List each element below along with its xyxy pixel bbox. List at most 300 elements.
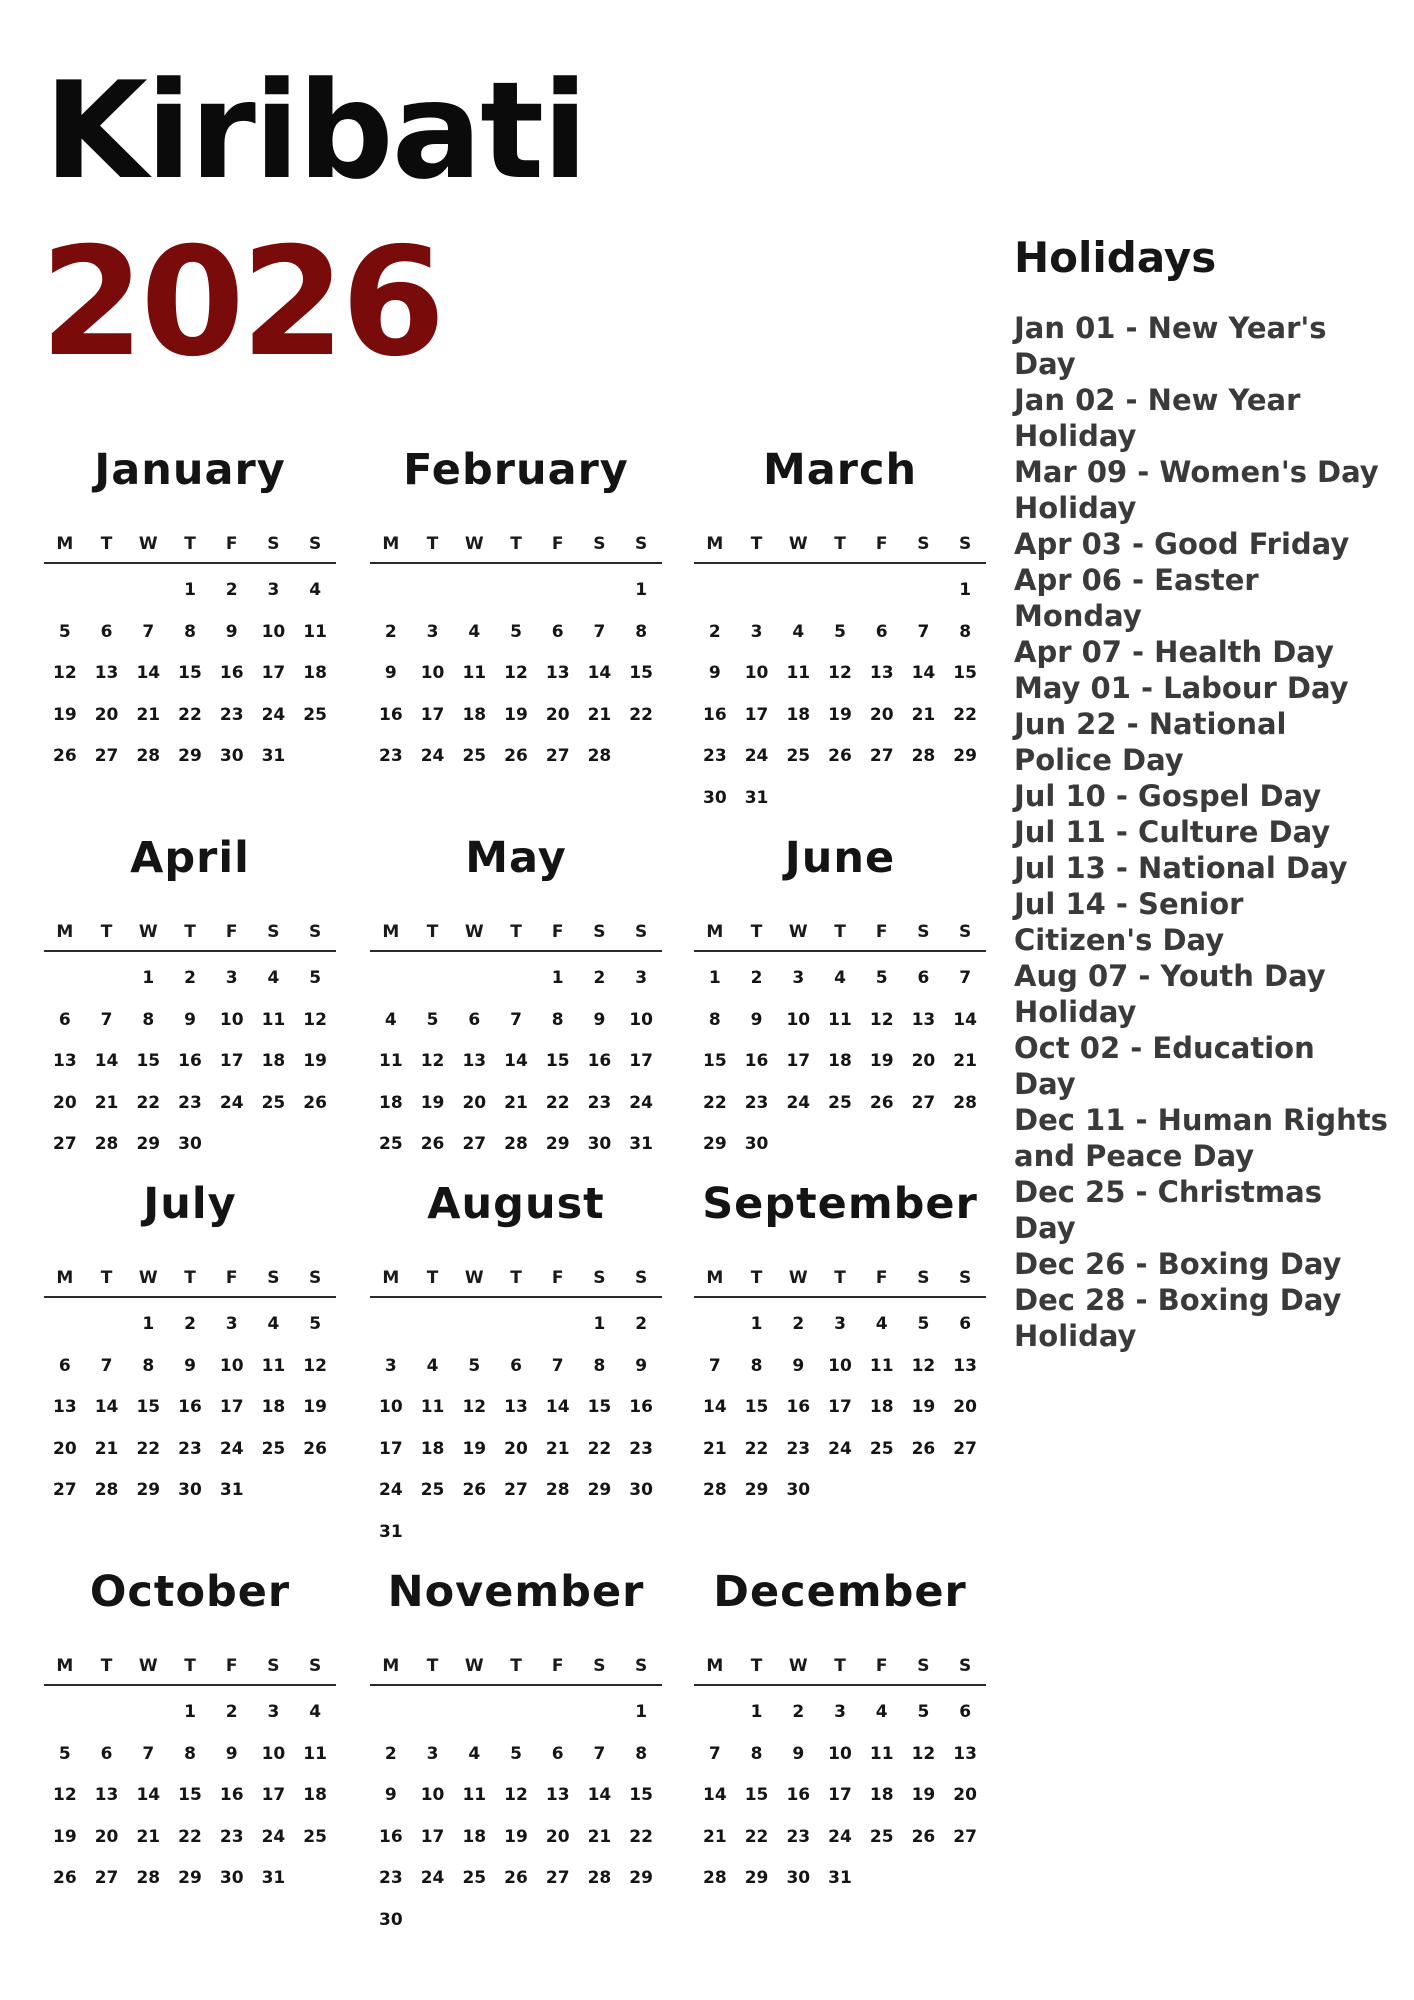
weekday-label: M: [56, 922, 74, 942]
day-cell: 3: [834, 1702, 846, 1722]
weekday-label: T: [184, 922, 196, 942]
day-cell: 28: [703, 1480, 727, 1500]
day-cell: 24: [379, 1480, 403, 1500]
day-cell: 23: [703, 746, 727, 766]
day-cell: 7: [100, 1009, 113, 1030]
day-cell: 11: [786, 663, 811, 683]
day-cell: 1: [184, 580, 196, 600]
day-cell: 9: [792, 1743, 805, 1764]
day-cell: 8: [708, 1009, 721, 1030]
day-cell: 1: [142, 1314, 155, 1334]
day-cell: 23: [219, 704, 244, 725]
weekday-label: S: [593, 1656, 606, 1676]
day-cell: 4: [309, 580, 322, 600]
day-cell: 20: [94, 1826, 119, 1847]
day-cell: 16: [786, 1785, 811, 1805]
day-cell: 18: [261, 1051, 286, 1071]
weekday-label: F: [225, 922, 238, 942]
day-cell: 8: [184, 1743, 196, 1764]
day-cell: 22: [545, 1092, 570, 1113]
day-cell: 30: [219, 1868, 244, 1888]
day-cell: 27: [953, 1826, 977, 1847]
day-cell: 9: [384, 663, 397, 683]
day-cell: 9: [225, 621, 238, 642]
day-cell: 14: [953, 1009, 977, 1030]
day-cell: 26: [53, 746, 77, 766]
day-cell: 20: [545, 704, 570, 725]
weekday-label: S: [635, 1268, 648, 1288]
day-cell: 14: [94, 1051, 119, 1071]
empty-cell: [453, 1304, 495, 1346]
day-cell: 17: [629, 1051, 653, 1071]
holidays-panel: [1014, 232, 1414, 1354]
day-cell: 17: [219, 1397, 244, 1417]
day-cell: 4: [384, 1009, 397, 1030]
empty-cell: [86, 570, 128, 612]
empty-cell: [453, 1692, 495, 1734]
day-cell: 10: [744, 663, 769, 683]
day-cell: 7: [708, 1355, 721, 1376]
empty-cell: [579, 1692, 621, 1734]
day-cell: 2: [225, 580, 238, 600]
day-cell: 24: [828, 1438, 852, 1459]
day-cell: 11: [462, 1785, 487, 1805]
month-january: [44, 442, 336, 778]
holiday-item: Jan 02 - New Year Holiday: [1014, 383, 1301, 453]
day-cell: 21: [587, 1826, 612, 1847]
day-cell: 13: [911, 1009, 936, 1030]
day-cell: 9: [593, 1009, 606, 1030]
empty-cell: [495, 1304, 537, 1346]
day-cell: 14: [545, 1397, 570, 1417]
day-cell: 18: [869, 1785, 894, 1805]
month-august: [370, 1176, 662, 1553]
day-cell: 11: [869, 1743, 894, 1764]
day-cell: 12: [504, 663, 528, 683]
day-cell: 27: [869, 746, 894, 766]
day-cell: 23: [587, 1092, 612, 1113]
day-cell: 14: [703, 1397, 727, 1417]
day-cell: 7: [593, 1743, 606, 1764]
day-cell: 26: [303, 1438, 327, 1459]
day-cell: 23: [178, 1438, 202, 1459]
weekday-label: T: [100, 922, 113, 942]
empty-cell: [861, 570, 903, 612]
holidays-title: Holidays: [1014, 233, 1217, 282]
weekday-label: M: [382, 1268, 400, 1288]
day-cell: 2: [635, 1314, 648, 1334]
day-cell: 4: [267, 1314, 280, 1334]
day-cell: 13: [462, 1051, 487, 1071]
day-cell: 15: [744, 1785, 769, 1805]
weekday-label: F: [875, 922, 888, 942]
day-cell: 11: [462, 663, 487, 683]
month-april: [44, 830, 336, 1166]
day-cell: 15: [136, 1051, 161, 1071]
weekday-label: M: [56, 1268, 74, 1288]
weekday-label: T: [426, 1268, 439, 1288]
day-cell: 19: [303, 1051, 327, 1071]
day-cell: 17: [420, 704, 445, 725]
day-cell: 19: [869, 1051, 894, 1071]
holiday-item: Dec 28 - Boxing Day Holiday: [1014, 1283, 1342, 1353]
day-cell: 29: [545, 1134, 570, 1154]
day-cell: 25: [303, 704, 327, 725]
weekday-header: [694, 1260, 986, 1298]
day-grid: [370, 1692, 662, 1941]
day-cell: 27: [53, 1134, 77, 1154]
day-cell: 28: [94, 1134, 119, 1154]
day-cell: 15: [744, 1397, 769, 1417]
day-cell: 22: [587, 1438, 612, 1459]
weekday-label: T: [510, 922, 522, 942]
day-cell: 19: [303, 1397, 327, 1417]
day-cell: 5: [917, 1702, 930, 1722]
day-cell: 5: [58, 1743, 71, 1764]
weekday-label: W: [138, 534, 158, 554]
day-cell: 17: [261, 1785, 286, 1805]
day-cell: 1: [750, 1314, 763, 1334]
weekday-label: W: [138, 1656, 158, 1676]
holiday-item: Jul 14 - Senior Citizen's Day: [1014, 887, 1244, 957]
month-name: December: [713, 1567, 967, 1617]
day-cell: 5: [309, 968, 322, 988]
weekday-label: S: [267, 534, 280, 554]
empty-cell: [412, 958, 454, 1000]
day-cell: 8: [551, 1009, 564, 1030]
day-cell: 12: [828, 663, 852, 683]
month-name: November: [387, 1567, 645, 1617]
month-name: January: [94, 445, 286, 495]
weekday-label: F: [875, 1268, 888, 1288]
day-cell: 19: [53, 1826, 77, 1847]
empty-cell: [819, 570, 861, 612]
weekday-label: T: [100, 534, 113, 554]
day-cell: 4: [834, 968, 846, 988]
weekday-label: M: [706, 1656, 724, 1676]
weekday-label: T: [510, 1656, 522, 1676]
day-cell: 1: [635, 1702, 648, 1722]
day-cell: 29: [587, 1480, 612, 1500]
day-cell: 4: [468, 621, 481, 642]
day-cell: 26: [911, 1826, 936, 1847]
day-cell: 18: [462, 704, 487, 725]
day-cell: 11: [261, 1355, 286, 1376]
day-cell: 18: [261, 1397, 286, 1417]
weekday-label: M: [56, 534, 74, 554]
day-cell: 16: [379, 1826, 403, 1847]
day-cell: 8: [593, 1355, 606, 1376]
day-cell: 14: [504, 1051, 528, 1071]
day-cell: 10: [261, 621, 286, 642]
day-cell: 20: [462, 1092, 487, 1113]
day-cell: 18: [379, 1092, 403, 1113]
day-cell: 12: [462, 1397, 487, 1417]
day-cell: 16: [786, 1397, 811, 1417]
weekday-label: S: [959, 534, 972, 554]
day-grid: [44, 1304, 336, 1512]
day-cell: 29: [178, 746, 202, 766]
empty-cell: [127, 570, 169, 612]
day-cell: 1: [708, 968, 721, 988]
day-cell: 2: [708, 621, 721, 642]
day-cell: 11: [828, 1009, 852, 1030]
day-cell: 26: [828, 746, 852, 766]
weekday-label: T: [750, 534, 763, 554]
day-cell: 5: [875, 968, 888, 988]
day-cell: 31: [744, 787, 769, 808]
day-cell: 22: [629, 1826, 653, 1847]
day-cell: 28: [136, 746, 161, 766]
day-cell: 3: [267, 580, 280, 600]
day-cell: 10: [629, 1009, 653, 1030]
day-cell: 23: [178, 1092, 202, 1113]
day-cell: 7: [959, 968, 972, 988]
day-cell: 22: [178, 704, 202, 725]
empty-cell: [777, 570, 819, 612]
month-name: April: [130, 833, 250, 883]
day-cell: 3: [225, 968, 238, 988]
day-cell: 7: [917, 621, 930, 642]
day-cell: 11: [869, 1355, 894, 1376]
weekday-header: [44, 1260, 336, 1298]
day-cell: 25: [828, 1092, 852, 1113]
day-cell: 24: [420, 746, 445, 766]
day-cell: 30: [786, 1868, 811, 1888]
weekday-label: S: [309, 534, 322, 554]
weekday-label: S: [635, 922, 648, 942]
holiday-item: Apr 03 - Good Friday: [1014, 527, 1350, 561]
day-cell: 21: [703, 1826, 727, 1847]
weekday-label: T: [426, 922, 439, 942]
day-cell: 31: [219, 1480, 244, 1500]
weekday-label: S: [267, 1268, 280, 1288]
day-cell: 6: [551, 1743, 564, 1764]
day-cell: 30: [178, 1134, 202, 1154]
empty-cell: [86, 958, 128, 1000]
day-cell: 13: [53, 1397, 77, 1417]
day-cell: 25: [462, 746, 487, 766]
day-cell: 9: [792, 1355, 805, 1376]
day-cell: 2: [593, 968, 606, 988]
day-cell: 1: [593, 1314, 606, 1334]
empty-cell: [127, 1692, 169, 1734]
day-cell: 12: [911, 1355, 936, 1376]
day-cell: 16: [219, 1785, 244, 1805]
day-cell: 3: [426, 1743, 439, 1764]
month-name: August: [427, 1179, 605, 1229]
empty-cell: [495, 1692, 537, 1734]
month-march: [694, 442, 986, 819]
day-cell: 18: [462, 1826, 487, 1847]
weekday-label: F: [551, 922, 564, 942]
day-cell: 21: [94, 1438, 119, 1459]
day-cell: 27: [94, 1868, 119, 1888]
day-cell: 12: [53, 1785, 77, 1805]
day-cell: 28: [504, 1134, 528, 1154]
holiday-item: Oct 02 - Education Day: [1014, 1031, 1315, 1101]
weekday-label: T: [750, 922, 763, 942]
empty-cell: [537, 570, 579, 612]
weekday-label: F: [551, 1268, 564, 1288]
day-cell: 4: [426, 1355, 439, 1376]
day-cell: 5: [510, 621, 522, 642]
day-cell: 8: [635, 621, 648, 642]
day-cell: 3: [834, 1314, 846, 1334]
day-cell: 16: [379, 704, 403, 725]
day-cell: 24: [629, 1092, 653, 1113]
day-cell: 19: [462, 1438, 487, 1459]
day-cell: 12: [869, 1009, 894, 1030]
day-cell: 19: [828, 704, 852, 725]
day-cell: 6: [58, 1009, 71, 1030]
day-cell: 5: [426, 1009, 439, 1030]
empty-cell: [495, 958, 537, 1000]
day-grid: [370, 1304, 662, 1553]
day-cell: 4: [267, 968, 280, 988]
day-cell: 23: [786, 1438, 811, 1459]
day-cell: 28: [136, 1868, 161, 1888]
holiday-item: Apr 07 - Health Day: [1014, 635, 1334, 669]
empty-cell: [903, 570, 945, 612]
day-cell: 3: [635, 968, 648, 988]
empty-cell: [370, 1304, 412, 1346]
day-cell: 17: [261, 663, 286, 683]
day-cell: 30: [587, 1134, 612, 1154]
empty-cell: [453, 570, 495, 612]
day-grid: [694, 958, 986, 1166]
month-may: [370, 830, 662, 1166]
day-grid: [694, 570, 986, 819]
day-cell: 17: [828, 1397, 852, 1417]
day-cell: 20: [911, 1051, 936, 1071]
holiday-item: Dec 26 - Boxing Day: [1014, 1247, 1342, 1281]
day-cell: 21: [587, 704, 612, 725]
empty-cell: [537, 1692, 579, 1734]
day-cell: 2: [792, 1314, 805, 1334]
day-cell: 9: [750, 1009, 763, 1030]
weekday-label: S: [309, 1656, 322, 1676]
weekday-label: T: [426, 1656, 439, 1676]
day-cell: 21: [136, 1826, 161, 1847]
day-cell: 7: [142, 621, 155, 642]
weekday-label: M: [706, 1268, 724, 1288]
weekday-label: S: [593, 1268, 606, 1288]
day-cell: 30: [786, 1480, 811, 1500]
day-cell: 13: [94, 1785, 119, 1805]
day-cell: 13: [504, 1397, 528, 1417]
day-cell: 20: [953, 1397, 977, 1417]
day-cell: 9: [184, 1355, 196, 1376]
day-cell: 6: [959, 1702, 972, 1722]
day-cell: 13: [869, 663, 894, 683]
day-cell: 27: [545, 1868, 570, 1888]
day-cell: 22: [953, 704, 977, 725]
weekday-label: T: [750, 1656, 763, 1676]
day-cell: 25: [869, 1826, 894, 1847]
day-cell: 28: [703, 1868, 727, 1888]
day-cell: 18: [303, 663, 327, 683]
day-cell: 2: [792, 1702, 805, 1722]
day-cell: 7: [708, 1743, 721, 1764]
empty-cell: [537, 1304, 579, 1346]
weekday-label: S: [267, 922, 280, 942]
day-cell: 28: [911, 746, 936, 766]
day-cell: 14: [587, 1785, 612, 1805]
day-cell: 3: [267, 1702, 280, 1722]
weekday-label: T: [426, 534, 439, 554]
weekday-label: S: [267, 1656, 280, 1676]
day-cell: 15: [136, 1397, 161, 1417]
day-cell: 14: [136, 1785, 161, 1805]
weekday-header: [44, 526, 336, 564]
day-cell: 16: [744, 1051, 769, 1071]
weekday-label: W: [788, 1656, 808, 1676]
day-cell: 1: [184, 1702, 196, 1722]
day-cell: 22: [136, 1438, 161, 1459]
day-cell: 11: [420, 1397, 445, 1417]
year-title: 2026: [40, 216, 442, 390]
month-november: [370, 1564, 662, 1941]
day-cell: 14: [94, 1397, 119, 1417]
day-grid: [370, 958, 662, 1166]
day-cell: 2: [184, 968, 196, 988]
weekday-label: S: [635, 534, 648, 554]
day-cell: 26: [462, 1480, 487, 1500]
day-cell: 3: [384, 1355, 397, 1376]
day-cell: 13: [94, 663, 119, 683]
day-cell: 23: [219, 1826, 244, 1847]
day-cell: 29: [178, 1868, 202, 1888]
weekday-label: F: [551, 534, 564, 554]
day-cell: 12: [303, 1355, 327, 1376]
day-cell: 17: [744, 704, 769, 725]
day-cell: 8: [750, 1355, 763, 1376]
empty-cell: [453, 958, 495, 1000]
empty-cell: [495, 570, 537, 612]
day-cell: 24: [219, 1092, 244, 1113]
day-cell: 7: [510, 1009, 522, 1030]
day-cell: 26: [911, 1438, 936, 1459]
weekday-label: T: [184, 1656, 196, 1676]
day-cell: 20: [504, 1438, 528, 1459]
empty-cell: [370, 570, 412, 612]
weekday-label: W: [788, 534, 808, 554]
day-cell: 31: [379, 1521, 403, 1542]
day-cell: 10: [828, 1355, 852, 1376]
weekday-label: S: [917, 1656, 930, 1676]
holiday-list: [1014, 310, 1414, 1354]
weekday-label: S: [309, 1268, 322, 1288]
day-cell: 3: [426, 621, 439, 642]
day-cell: 25: [462, 1868, 487, 1888]
day-cell: 29: [744, 1480, 769, 1500]
day-cell: 6: [959, 1314, 972, 1334]
day-cell: 6: [875, 621, 888, 642]
day-cell: 24: [219, 1438, 244, 1459]
weekday-label: S: [959, 1656, 972, 1676]
empty-cell: [44, 1304, 86, 1346]
day-cell: 13: [953, 1355, 977, 1376]
day-cell: 4: [792, 621, 805, 642]
month-name: May: [465, 833, 567, 883]
day-cell: 17: [219, 1051, 244, 1071]
month-february: [370, 442, 662, 778]
day-grid: [370, 570, 662, 778]
day-grid: [44, 1692, 336, 1900]
month-name: February: [403, 445, 629, 495]
day-cell: 13: [545, 663, 570, 683]
